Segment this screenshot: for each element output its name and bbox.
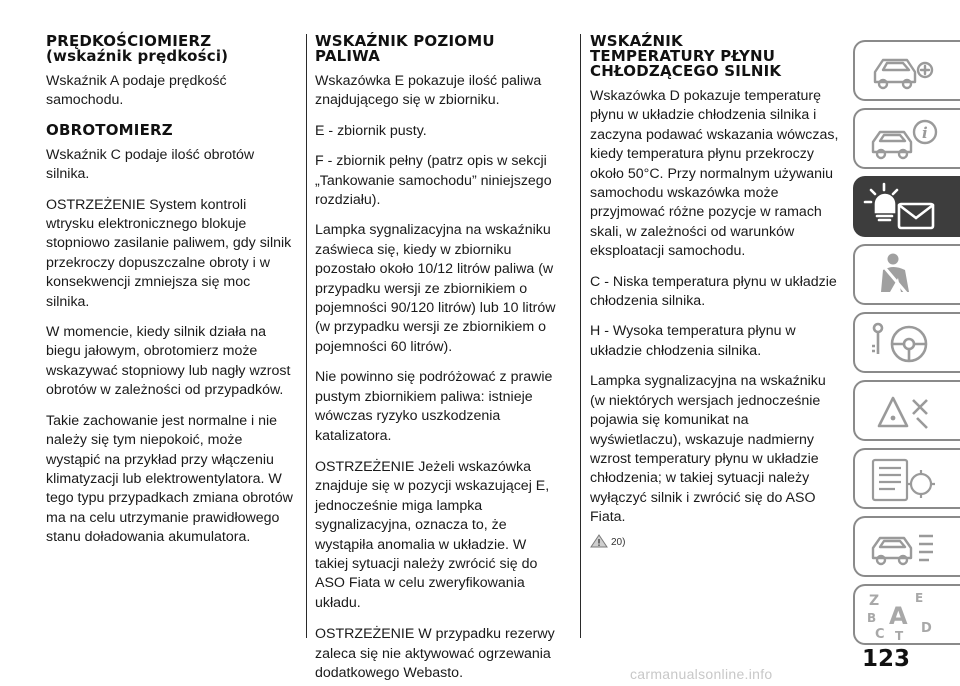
paragraph: C - Niska temperatura płynu w układzie chłodzenia silnika. xyxy=(590,273,837,310)
paragraph: Takie zachowanie jest normalne i nie należy się tym niepokoić, może wystąpić na przykład przy włączeniu klimatyzacji lub elektrowentylatora. W tego typu przypadkach zmiana obrotów ma na celu utrzymanie prawidłowego stanu doładowania akumulatora. xyxy=(46,412,293,546)
column-fuel-gauge xyxy=(315,34,563,683)
paragraph: W momencie, kiedy silnik działa na biegu jałowym, obrotomierz może wskazywać stopniowy lub nagły wzrost obrotów w zależności od przypadków. xyxy=(46,324,291,399)
car-overview-icon xyxy=(863,46,941,98)
page-number: 123 xyxy=(862,646,911,672)
warning-paragraph: OSTRZEŻENIE W przypadku rezerwy zaleca się nie aktywować ogrzewania dodatkowego Webasto. xyxy=(315,626,555,681)
tab-technical-data[interactable] xyxy=(853,516,960,577)
index-letter: Z xyxy=(869,593,880,609)
tab-index[interactable] xyxy=(853,584,960,645)
chapter-tabs xyxy=(853,40,960,652)
column-divider xyxy=(580,34,581,638)
heading-speedometer: PRĘDKOŚCIOMIERZ (wskaźnik prędkości) xyxy=(46,32,229,65)
tab-car-info[interactable] xyxy=(853,108,960,169)
column-speedometer xyxy=(46,34,296,548)
seatbelt-safety-icon xyxy=(863,250,941,302)
svg-text:i: i xyxy=(922,124,928,142)
warning-paragraph: OSTRZEŻENIE System kontroli wtrysku elektronicznego blokuje stopniowo zasilanie paliwem, gdy silnik przekroczy dopuszczalne obroty i w konsekwencji zmniejsza się moc silnika. xyxy=(46,196,292,310)
tab-safety[interactable] xyxy=(853,244,960,305)
tab-starting-driving[interactable] xyxy=(853,312,960,373)
column-coolant-temperature xyxy=(590,34,842,548)
watermark: carmanualsonline.info xyxy=(630,666,773,682)
index-letter: A xyxy=(889,602,908,630)
paragraph: Nie powinno się podróżować z prawie pustym zbiornikiem paliwa: istnieje wówczas ryzyko uszkodzenia katalizatora. xyxy=(315,369,553,444)
warning-reference-number: 20) xyxy=(611,536,626,548)
index-letter: D xyxy=(921,621,932,636)
paragraph: Wskazówka E pokazuje ilość paliwa znajdującego się w zbiorniku. xyxy=(315,73,542,109)
car-info-icon xyxy=(863,114,941,166)
index-letter: B xyxy=(867,611,877,625)
heading-coolant-temperature: WSKAŹNIK TEMPERATURY PŁYNU CHŁODZĄCEGO SILNIK xyxy=(590,32,782,80)
column-divider xyxy=(306,34,307,638)
paragraph: E - zbiornik pusty. xyxy=(315,122,427,139)
index-letter: E xyxy=(915,591,924,605)
heading-tachometer: OBROTOMIERZ xyxy=(46,120,173,139)
heading-fuel-gauge: WSKAŹNIK POZIOMU PALIWA xyxy=(315,32,495,65)
paragraph: F - zbiornik pełny (patrz opis w sekcji „Tankowanie samochodu” niniejszego rozdziału). xyxy=(315,153,552,209)
emergency-triangle-icon xyxy=(863,386,941,438)
paragraph: H - Wysoka temperatura płynu w układzie chłodzenia silnika. xyxy=(590,323,796,359)
alphabetical-index-icon xyxy=(863,590,941,642)
tab-car-overview[interactable] xyxy=(853,40,960,101)
warning-paragraph: OSTRZEŻENIE Jeżeli wskazówka znajduje się w pozycji wskazującej E, jednocześnie miga lampka sygnalizacyjna, oznacza to, że wystąpiła anomalia w układzie. W takiej sytuacji należy zwrócić się do ASO Fiata w celu zweryfikowania układu. xyxy=(315,458,550,611)
warning-lights-message-icon xyxy=(863,182,943,236)
index-letter: C xyxy=(875,627,885,642)
maintenance-checklist-icon xyxy=(863,454,941,506)
paragraph: Wskaźnik A podaje prędkość samochodu. xyxy=(46,73,227,109)
paragraph: Wskazówka D pokazuje temperaturę płynu w układzie chłodzenia silnika i zaczyna podawać wskazania wówczas, kiedy temperatura płynu przekroczy około 50°C. Przy normalnym używaniu samochodu wskazówka może przyjmować różne pozycje w ramach skali, w zależności od warunków eksploatacji samochodu. xyxy=(590,88,839,260)
paragraph: Lampka sygnalizacyjna na wskaźniku zaświeca się, kiedy w zbiorniku pozostało około 10/12 litrów paliwa (w przypadku wersji ze zbiornikiem o pojemności 90/120 litrów) lub 10 litrów (w przypadku wersji ze zbiornikiem o pojemności 60 litrów). xyxy=(315,222,556,355)
warning-triangle-icon xyxy=(590,534,608,548)
tab-warning-lights[interactable] xyxy=(853,176,960,237)
paragraph: Lampka sygnalizacyjna na wskaźniku (w niektórych wersjach jednocześnie pojawia się komunikat na wyświetlaczu), wskazuje nadmierny wzrost temperatury płynu w układzie chłodzenia; w takiej sytuacji należy wyłączyć silnik i zwrócić się do ASO Fiata. xyxy=(590,373,826,526)
starting-driving-icon xyxy=(863,318,941,370)
warning-reference[interactable] xyxy=(590,534,842,548)
tab-maintenance[interactable] xyxy=(853,448,960,509)
index-letter: T xyxy=(895,629,904,642)
tab-emergency[interactable] xyxy=(853,380,960,441)
technical-data-icon xyxy=(863,522,941,574)
paragraph: Wskaźnik C podaje ilość obrotów silnika. xyxy=(46,146,255,183)
